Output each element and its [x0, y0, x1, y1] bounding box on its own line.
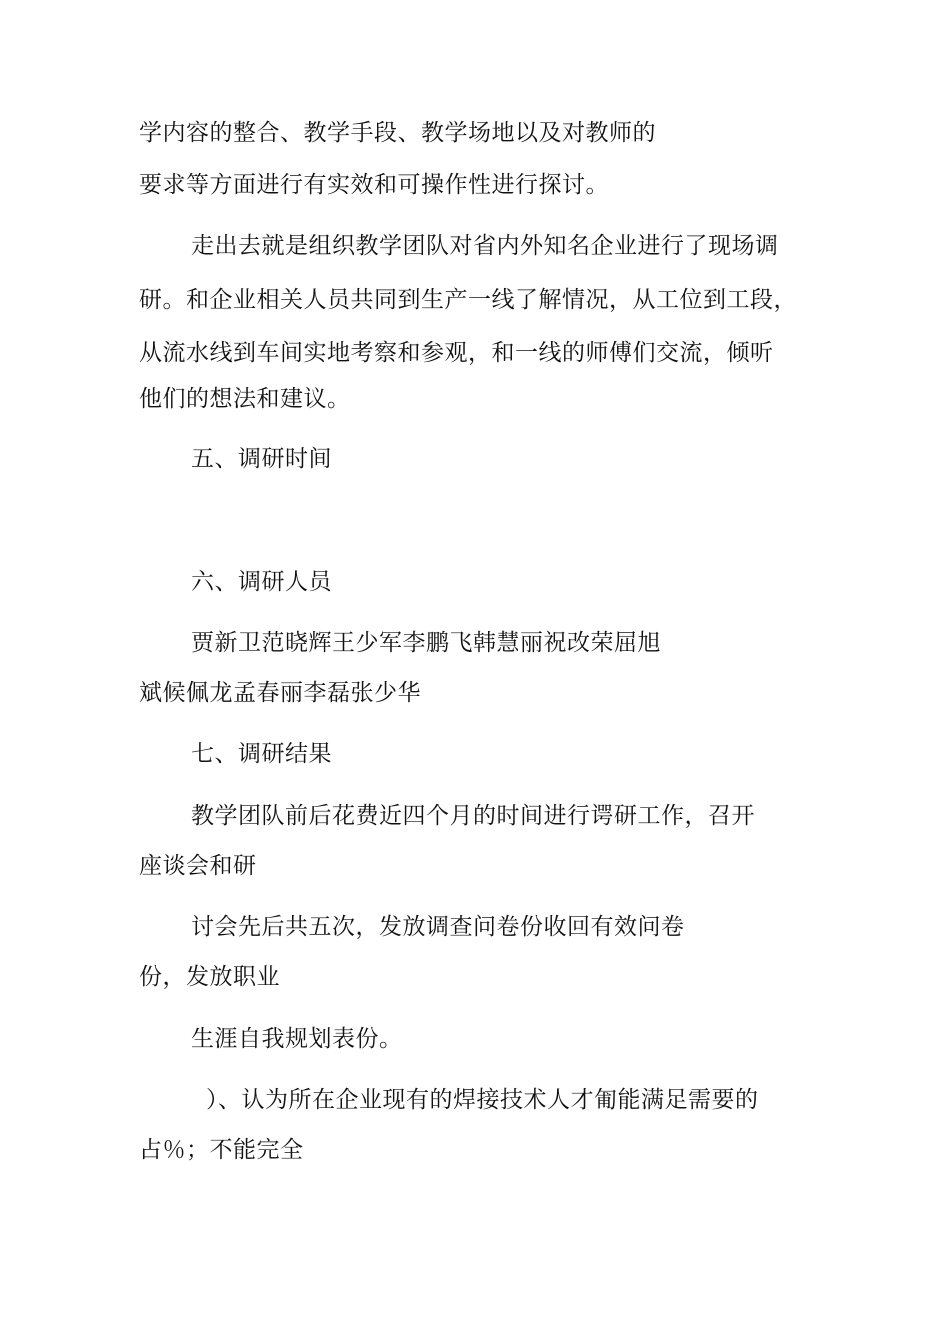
- section-heading-research-staff: 六、调研人员: [191, 569, 332, 595]
- paragraph-line: 要求等方面进行有实效和可操作性进行探讨。: [139, 172, 609, 198]
- paragraph-line: ）、认为所在企业现有的焊接技术人才匍能满足需要的: [206, 1087, 759, 1113]
- paragraph-line: 生涯自我规划表份。: [191, 1026, 403, 1052]
- paragraph-line: 他们的想法和建议。: [139, 386, 351, 412]
- paragraph-line: 份，发放职业: [139, 964, 280, 990]
- paragraph-line: 学内容的整合、教学手段、教学场地以及对教师的: [139, 120, 656, 146]
- paragraph-line: 教学团队前后花费近四个月的时间进行谔研工作，召开: [191, 803, 755, 829]
- paragraph-line: 座谈会和研: [139, 853, 257, 879]
- paragraph-line: 研。和企业相关人员共同到生产一线了解情况，从工位到工段，: [139, 287, 797, 313]
- paragraph-line: 讨会先后共五次，发放调查问卷份收回有效问卷: [191, 914, 685, 940]
- staff-names-line: 贾新卫范晓辉王少军李鹏飞韩慧丽祝改荣屈旭: [191, 630, 661, 656]
- section-heading-research-time: 五、调研时间: [191, 446, 332, 472]
- staff-names-line: 斌候佩龙孟春丽李磊张少华: [139, 680, 421, 706]
- paragraph-line: 走出去就是组织教学团队对省内外知名企业进行了现场调: [191, 233, 779, 259]
- paragraph-line: 从流水线到车间实地考察和参观，和一线的师傅们交流，倾听: [139, 340, 774, 366]
- section-heading-research-results: 七、调研结果: [191, 741, 332, 767]
- paragraph-line: 占％；不能完全: [139, 1137, 304, 1163]
